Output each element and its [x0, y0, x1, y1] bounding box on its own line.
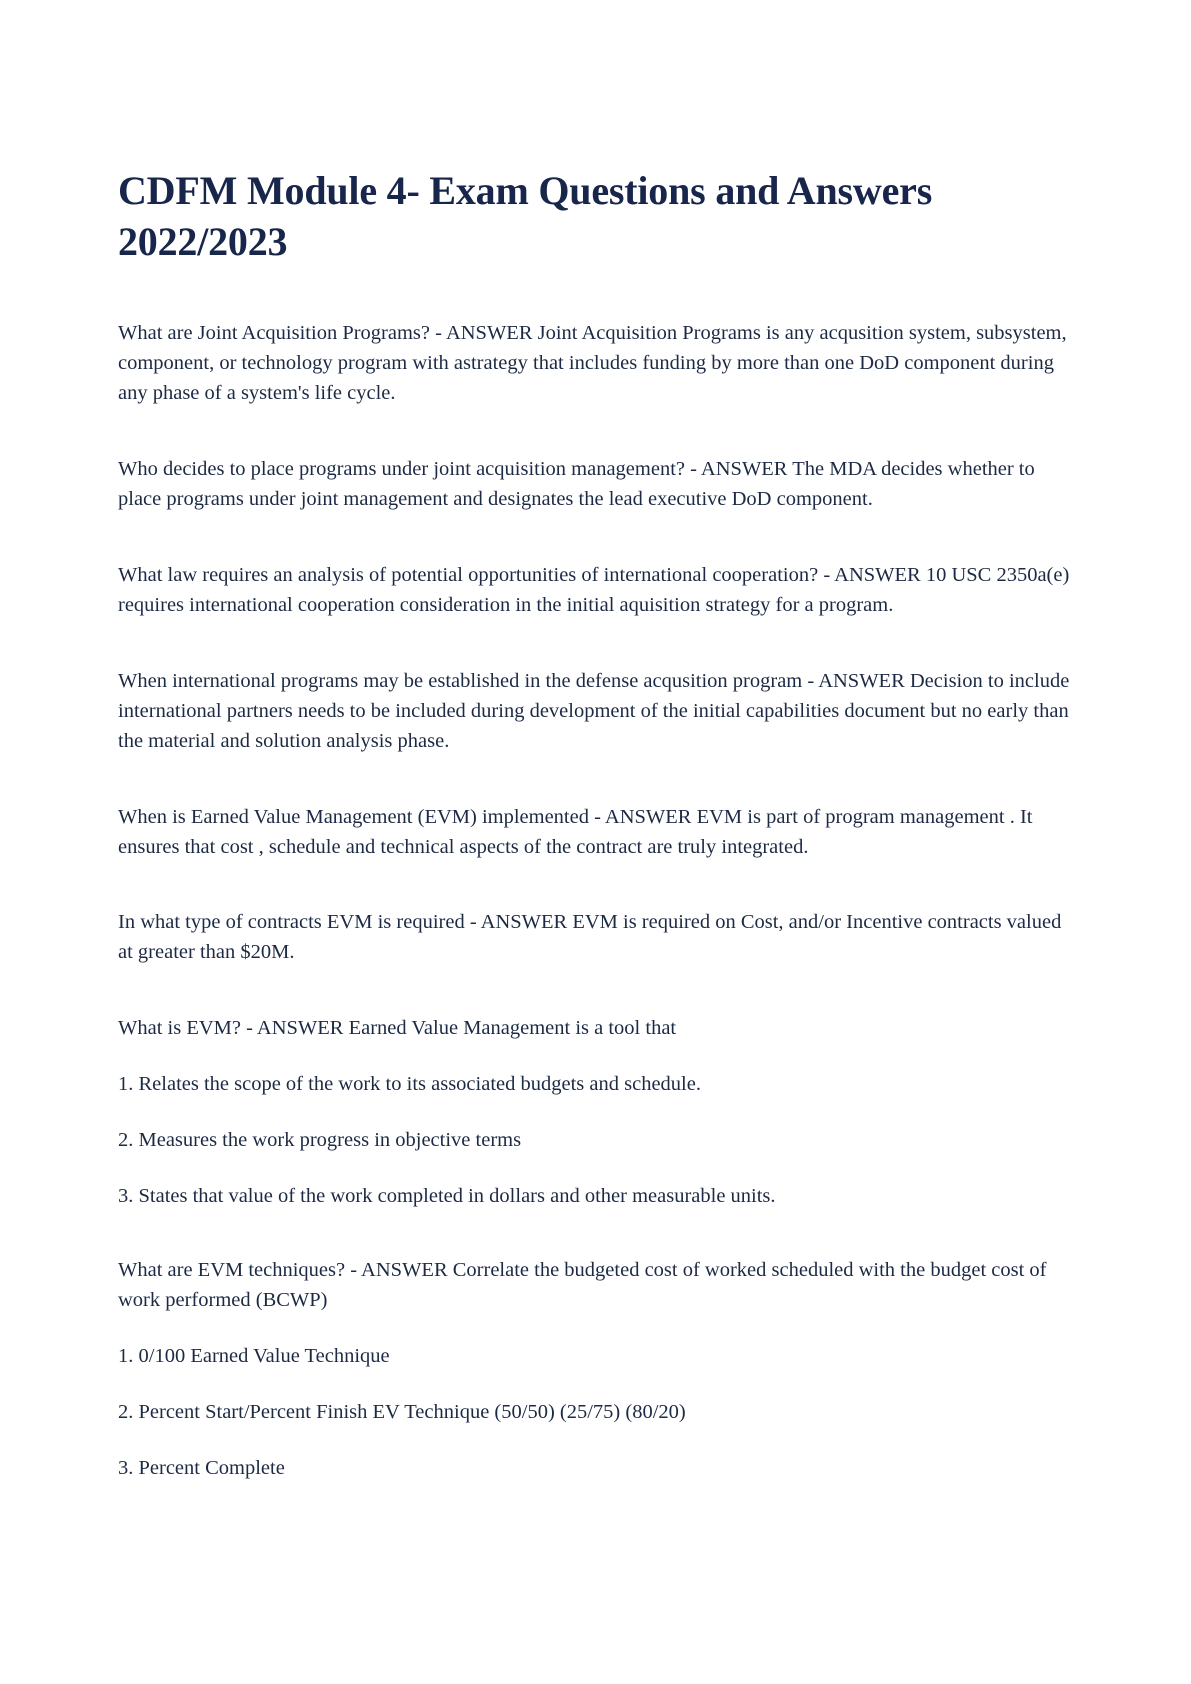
qa-text: What are Joint Acquisition Programs? - ANSWER Joint Acquisition Programs is any acqusition system, subsystem, component, or technology program with astrategy that includes funding by more than one DoD component during any phase of a system's life cycle.: [118, 322, 1067, 405]
qa-text: Who decides to place programs under joint acquisition management? - ANSWER The MDA decides whether to place programs under joint management and designates the lead executive DoD component.: [118, 458, 1035, 511]
qa-text: What law requires an analysis of potential opportunities of international cooperation? - ANSWER 10 USC 2350a(e) requires international cooperation consideration in the initial aquisition strategy for a program.: [118, 563, 1070, 616]
qa-list: [118, 1342, 1073, 1484]
qa-text: In what type of contracts EVM is required - ANSWER EVM is required on Cost, and/or Incentive contracts valued at greater than $20M.: [118, 911, 1062, 964]
list-item: 3. States that value of the work completed in dollars and other measurable units.: [118, 1185, 776, 1208]
list-item: 1. Relates the scope of the work to its associated budgets and schedule.: [118, 1073, 701, 1096]
qa-block-joint-acquisition-programs: [118, 319, 1073, 409]
page-title: CDFM Module 4- Exam Questions and Answers 2022/2023: [118, 168, 933, 265]
qa-block-international-programs-established: [118, 667, 1073, 757]
qa-block-what-is-evm: [118, 1014, 1073, 1212]
list-item: 3. Percent Complete: [118, 1456, 285, 1479]
qa-text: When international programs may be established in the defense acqusition program - ANSWER Decision to include international partners needs to be included during development of the initial capabilities document but no early than the material and solution analysis phase.: [118, 669, 1070, 752]
list-item: 2. Measures the work progress in objective terms: [118, 1129, 522, 1152]
qa-block-evm-implemented: [118, 803, 1073, 863]
list-item: 2. Percent Start/Percent Finish EV Technique (50/50) (25/75) (80/20): [118, 1400, 686, 1423]
list-item: 1. 0/100 Earned Value Technique: [118, 1344, 390, 1367]
qa-list: [118, 1070, 1073, 1212]
qa-text: What are EVM techniques? - ANSWER Correlate the budgeted cost of worked scheduled with the budget cost of work performed (BCWP): [118, 1258, 1047, 1311]
qa-block-who-decides-joint-management: [118, 455, 1073, 515]
qa-text: When is Earned Value Management (EVM) implemented - ANSWER EVM is part of program management . It ensures that cost , schedule and technical aspects of the contract are truly integrated.: [118, 805, 1033, 858]
qa-block-evm-techniques: [118, 1256, 1073, 1484]
qa-block-law-international-cooperation: [118, 561, 1073, 621]
qa-block-evm-required-contracts: [118, 908, 1073, 968]
qa-text: What is EVM? - ANSWER Earned Value Management is a tool that: [118, 1017, 677, 1040]
